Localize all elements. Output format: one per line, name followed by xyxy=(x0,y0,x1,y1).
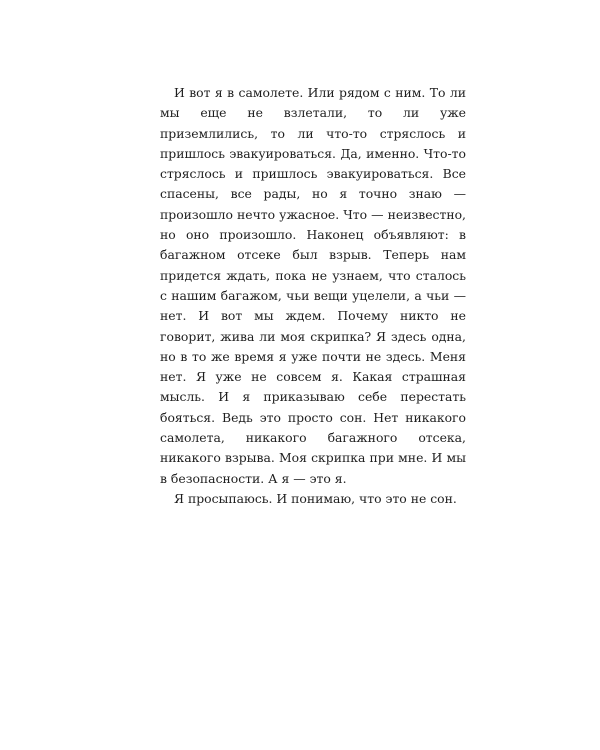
paragraph-2: Я просыпаюсь. И понимаю, что это не сон. xyxy=(174,490,457,506)
body-text xyxy=(160,83,466,509)
paragraph-1: И вот я в самолете. Или рядом с ним. То ли мы еще не взлетали, то ли уже приземлились, то ли что-то стряслось и пришлось эвакуироваться. Да, именно. Что-то стряслось и пришлось эвакуироваться. Все спасены, все рады, но я точно знаю — произошло нечто ужасное. Что — неизвестно, но оно произошло. Наконец объявляют: в багажном отсеке был взрыв. Теперь нам придется ждать, пока не узнаем, что сталось с нашим багажом, чьи вещи уцелели, а чьи — нет. И вот мы ждем. Почему никто не говорит, жива ли моя скрипка? Я здесь одна, но в то же время я уже почти не здесь. Меня нет. Я уже не совсем я. Какая страшная мысль. И я приказываю себе перестать бояться. Ведь это просто сон. Нет никакого самолета, никакого багажного отсека, никакого взрыва. Моя скрипка при мне. И мы в безопасности. А я — это я. xyxy=(160,85,466,486)
